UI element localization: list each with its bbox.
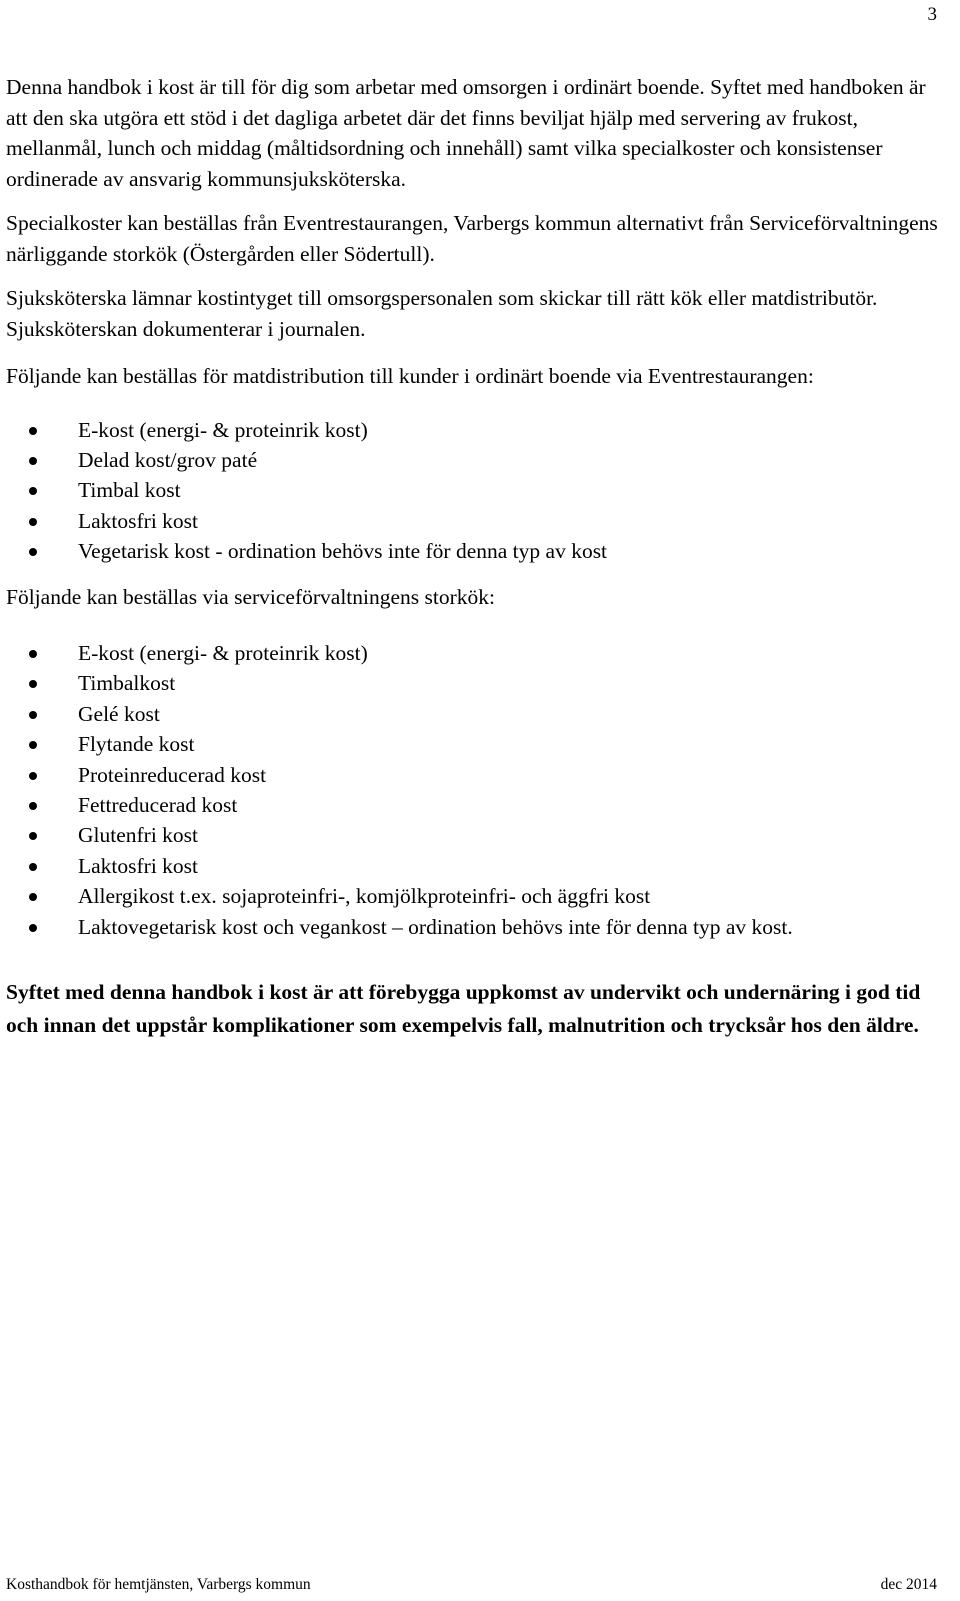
list-item xyxy=(6,445,946,475)
special-diets-paragraph: Specialkoster kan beställas från Eventrestaurangen, Varbergs kommun alternativt från Serviceförvaltningens närliggande storkök (Östergården eller Södertull). xyxy=(6,211,938,266)
list-item xyxy=(6,851,946,881)
list-item xyxy=(6,820,946,850)
list-item xyxy=(6,415,946,445)
list-item-label: Flytande kost xyxy=(78,732,195,757)
bullet-icon xyxy=(29,863,37,871)
bullet-icon xyxy=(29,487,37,495)
list-item-label: Delad kost/grov paté xyxy=(78,447,258,472)
list-item-label: Timbal kost xyxy=(78,478,181,503)
footer-date: dec 2014 xyxy=(880,1576,937,1593)
storkok-list-intro: Följande kan beställas via serviceförvaltningens storkök: xyxy=(6,584,495,609)
bullet-icon xyxy=(29,772,37,780)
bullet-icon xyxy=(29,924,37,932)
list-item xyxy=(6,912,946,942)
bullet-icon xyxy=(29,802,37,810)
list-item-label: Vegetarisk kost - ordination behövs inte för denna typ av kost xyxy=(78,539,608,564)
footer-title: Kosthandbok för hemtjänsten, Varbergs kommun xyxy=(6,1576,311,1593)
list-item-label: Laktosfri kost xyxy=(78,508,199,533)
event-diet-list xyxy=(6,415,946,567)
list-item-label: Timbalkost xyxy=(78,671,176,696)
bullet-icon xyxy=(29,457,37,465)
list-item-label: Laktovegetarisk kost och vegankost – ordination behövs inte för denna typ av kost. xyxy=(78,914,793,939)
list-item xyxy=(6,881,946,911)
list-item-label: E-kost (energi- & proteinrik kost) xyxy=(78,417,368,442)
document-body xyxy=(6,72,946,1042)
summary-paragraph: Syftet med denna handbok i kost är att förebygga uppkomst av undervikt och undernäring i god tid och innan det uppstår komplikationer som exempelvis fall, malnutrition och trycksår hos den äldre. xyxy=(6,980,921,1038)
page-number: 3 xyxy=(927,4,937,25)
list-item xyxy=(6,699,946,729)
bullet-icon xyxy=(29,427,37,435)
bullet-icon xyxy=(29,650,37,658)
intro-paragraph: Denna handbok i kost är till för dig som arbetar med omsorgen i ordinärt boende. Syftet med handboken är att den ska utgöra ett stöd i det dagliga arbetet där det finns beviljat hjälp med servering av frukost, mellanmål, lunch och middag (måltidsordning och innehåll) samt vilka specialkoster och konsistenser ordinerade av ansvarig kommunsjuksköterska. xyxy=(6,75,926,191)
list-item-label: Gelé kost xyxy=(78,701,160,726)
event-list-intro: Följande kan beställas för matdistribution till kunder i ordinärt boende via Eventrestaurangen: xyxy=(6,364,814,388)
bullet-icon xyxy=(29,893,37,901)
list-item-label: Allergikost t.ex. sojaproteinfri-, komjölkproteinfri- och äggfri kost xyxy=(78,884,651,909)
list-item xyxy=(6,506,946,536)
list-item xyxy=(6,729,946,759)
nurse-paragraph: Sjuksköterska lämnar kostintyget till omsorgspersonalen som skickar till rätt kök eller matdistributör. Sjuksköterskan dokumenterar i journalen. xyxy=(6,286,878,341)
list-item-label: Laktosfri kost xyxy=(78,853,199,878)
list-item xyxy=(6,475,946,505)
list-item xyxy=(6,760,946,790)
bullet-icon xyxy=(29,518,37,526)
list-item-label: Glutenfri kost xyxy=(78,823,199,848)
list-item-label: Fettreducerad kost xyxy=(78,793,238,818)
storkok-diet-list xyxy=(6,638,946,942)
list-item xyxy=(6,790,946,820)
list-item xyxy=(6,668,946,698)
list-item-label: E-kost (energi- & proteinrik kost) xyxy=(78,641,368,666)
list-item xyxy=(6,536,946,566)
bullet-icon xyxy=(29,741,37,749)
bullet-icon xyxy=(29,548,37,556)
list-item xyxy=(6,638,946,668)
bullet-icon xyxy=(29,680,37,688)
bullet-icon xyxy=(29,832,37,840)
list-item-label: Proteinreducerad kost xyxy=(78,762,267,787)
bullet-icon xyxy=(29,711,37,719)
